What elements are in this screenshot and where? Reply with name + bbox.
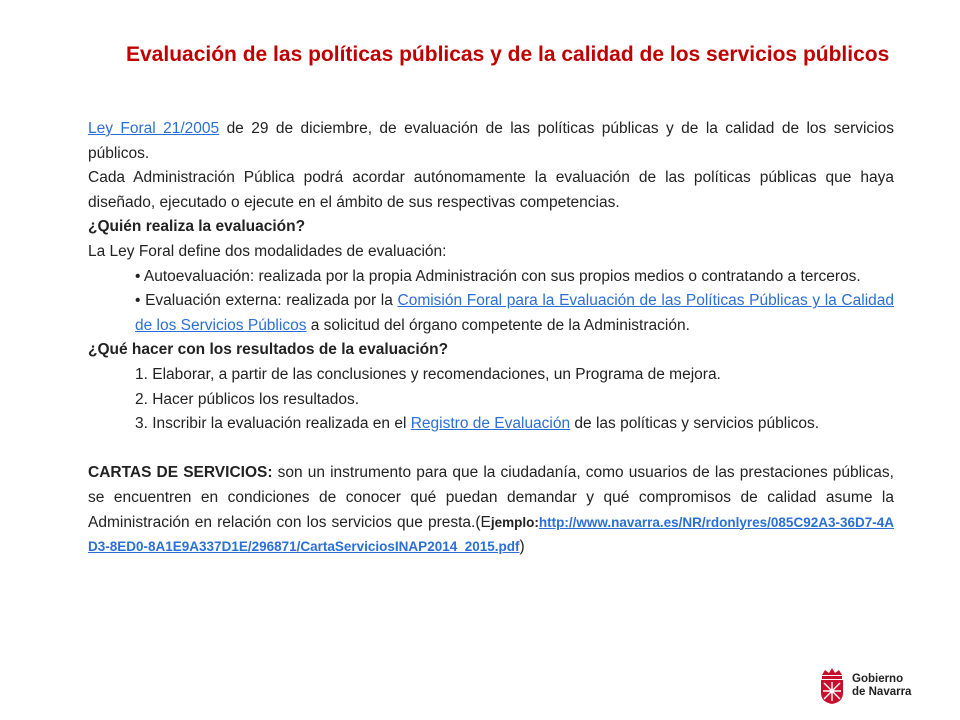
ejemplo-label: jemplo: <box>490 514 539 530</box>
bullet-evaluacion-externa: • Evaluación externa: realizada por la Comisión Foral para la Evaluación de las Políticas Públicas y la Calidad de los Servicios Públicos a solicitud del órgano competente de la Administración. <box>135 292 894 334</box>
bullet-icon: • <box>135 267 144 285</box>
cada-paragraph: Cada Administración Pública podrá acordar autónomamente la evaluación de las políticas públicas que haya diseñado, ejecutado o ejecute en el ámbito de sus respectivas competencias. <box>88 169 894 211</box>
content-body <box>88 117 894 560</box>
question-results: ¿Qué hacer con los resultados de la evaluación? <box>88 341 449 359</box>
cartas-label: CARTAS DE SERVICIOS: <box>88 464 273 482</box>
logo-line-1: Gobierno <box>852 673 904 685</box>
bullet-autoevaluacion: • Autoevaluación: realizada por la propia Administración con sus propios medios o contratando a terceros. <box>135 267 861 285</box>
page-title: Evaluación de las políticas públicas y de la calidad de los servicios públicos <box>126 43 890 66</box>
navarra-coat-of-arms-icon <box>818 667 846 705</box>
step-3: 3. Inscribir la evaluación realizada en el Registro de Evaluación de las políticas y servicios públicos. <box>135 415 820 433</box>
step-1: 1. Elaborar, a partir de las conclusiones y recomendaciones, un Programa de mejora. <box>135 365 721 383</box>
gobierno-navarra-logo <box>818 664 938 708</box>
comision-foral-link[interactable]: Comisión Foral para la Evaluación de las Políticas Públicas y la Calidad de los Servicios Públicos <box>135 292 894 334</box>
ley-foral-link[interactable]: Ley Foral 21/2005 <box>88 120 220 137</box>
question-who: ¿Quién realiza la evaluación? <box>88 218 306 236</box>
cartas-paragraph: CARTAS DE SERVICIOS: son un instrumento para que la ciudadanía, como usuarios de las prestaciones públicas, se encuentren en condiciones de conocer qué puedan demandar y qué compromisos de calidad asume la Administración en relación con los servicios que presta.(Ejemplo:http://www.navarra.es/NR/rdonlyres/085C92A3-36D7-4AD3-8ED0-8A1E9A337D1E/296871/CartaServiciosINAP2014_2015.pdf) <box>88 464 894 556</box>
carta-servicios-pdf-link[interactable]: http://www.navarra.es/NR/rdonlyres/085C92A3-36D7-4AD3-8ED0-8A1E9A337D1E/296871/CartaServiciosINAP2014_2015.pdf <box>88 514 894 555</box>
intro-paragraph <box>88 117 894 166</box>
modalidades-paragraph: La Ley Foral define dos modalidades de evaluación: <box>88 242 447 260</box>
registro-evaluacion-link[interactable]: Registro de Evaluación <box>410 415 571 433</box>
bullet-icon: • <box>135 292 146 310</box>
intro-text: de 29 de diciembre, de evaluación de las políticas públicas y de la calidad de los servicios públicos. <box>88 120 894 162</box>
logo-line-2: de Navarra <box>852 686 912 698</box>
spacer <box>88 437 894 462</box>
step-2: 2. Hacer públicos los resultados. <box>135 390 360 408</box>
